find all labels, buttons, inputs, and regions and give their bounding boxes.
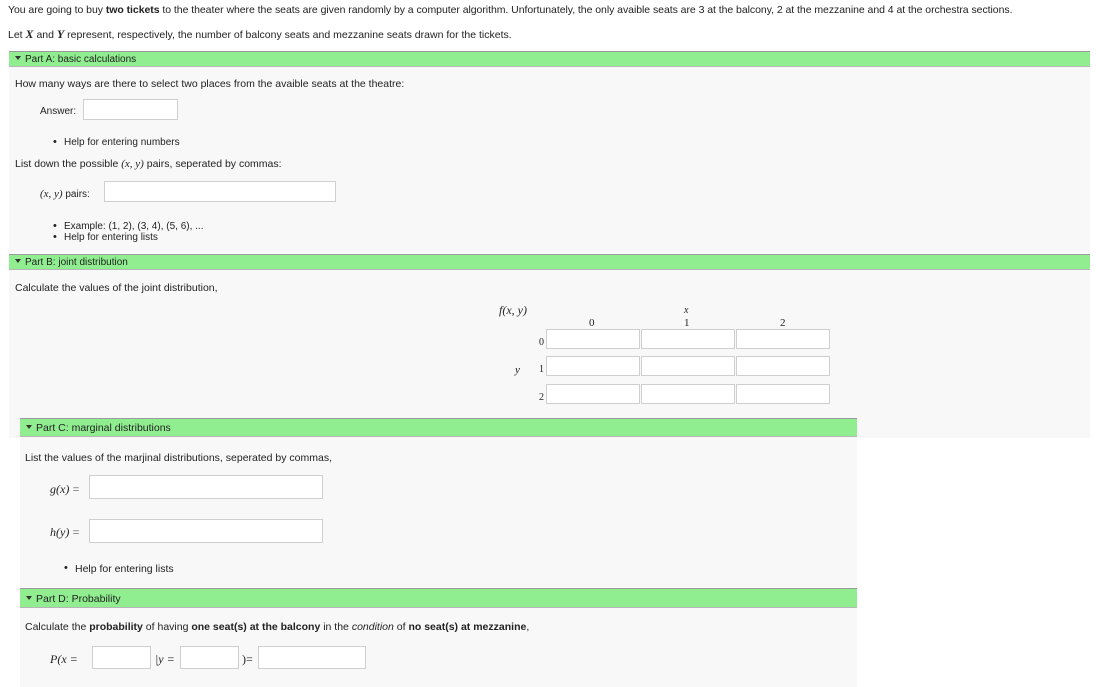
row-header-1: 1 (539, 364, 544, 375)
part-b-header[interactable] (9, 254, 1090, 270)
x-axis-label: x (684, 305, 689, 316)
joint-cell-y1-x1[interactable] (641, 356, 735, 376)
part-b-question: Calculate the values of the joint distribution, (15, 282, 218, 294)
part-d-question (25, 621, 529, 633)
text: of having (142, 621, 192, 633)
gx-label (50, 482, 79, 497)
equals-sign: = (72, 482, 80, 496)
joint-cell-y1-x2[interactable] (736, 356, 830, 376)
intro-line-2 (8, 27, 512, 42)
text: pairs, seperated by commas: (143, 158, 282, 170)
joint-cell-y2-x1[interactable] (641, 384, 735, 404)
math-gx: g(x) (50, 482, 70, 496)
intro-text: to the theater where the seats are given randomly by a computer algorithm. Unfortunately, the only avaible seats are 3 at the balcony, 2 at the mezzanine and 4 at the orchestra sections. (159, 4, 1013, 16)
gx-input[interactable] (89, 475, 323, 499)
example-text: • Example: (1, 2), (3, 4), (5, 6), ... (64, 221, 204, 232)
part-b-title: Part B: joint distribution (25, 257, 128, 268)
math-var-y: Y (56, 27, 65, 41)
help-entering-lists-link[interactable]: • Help for entering lists (64, 232, 158, 243)
intro-text: represent, respectively, the number of balcony seats and mezzanine seats drawn for the tickets. (64, 29, 512, 41)
bold-text: probability (89, 621, 143, 633)
part-d-title: Part D: Probability (36, 593, 121, 605)
col-header-0: 0 (589, 317, 595, 329)
intro-text: and (33, 29, 57, 41)
part-c-title: Part C: marginal distributions (36, 422, 171, 434)
equals-sign: = (72, 525, 80, 539)
part-b-body (9, 270, 1090, 438)
collapse-triangle-icon (15, 259, 21, 263)
prob-answer-input[interactable] (258, 646, 366, 669)
hy-input[interactable] (89, 519, 323, 543)
bold-text: one seat(s) at the balcony (191, 621, 321, 633)
text: in the (320, 621, 352, 633)
prob-x-input[interactable] (92, 646, 151, 669)
pairs-label (40, 188, 90, 200)
help-entering-numbers-link[interactable]: • Help for entering numbers (64, 137, 180, 148)
pairs-input[interactable] (104, 181, 336, 202)
part-c-question: List the values of the marjinal distributions, seperated by commas, (25, 452, 332, 464)
text: pairs: (62, 189, 90, 200)
bold-text: no seat(s) at mezzanine (408, 621, 527, 633)
part-a-title: Part A: basic calculations (25, 54, 137, 65)
part-d-header[interactable] (20, 588, 857, 608)
fxy-label: f(x, y) (499, 303, 527, 317)
joint-cell-y0-x2[interactable] (736, 329, 830, 349)
text: List down the possible (15, 158, 122, 170)
help-entering-lists-link-c[interactable]: • Help for entering lists (75, 563, 174, 575)
list-pairs-question (15, 158, 282, 170)
hy-label (50, 525, 79, 540)
answer-input[interactable] (83, 99, 178, 120)
intro-line-1 (8, 4, 1012, 16)
text: of (393, 621, 409, 633)
joint-cell-y0-x1[interactable] (641, 329, 735, 349)
math-xy: (x, y) (40, 188, 63, 200)
intro-bold-text: two tickets (105, 4, 160, 16)
math-var-x: X (25, 27, 34, 41)
text: , (526, 621, 530, 633)
intro-text: You are going to buy (8, 4, 106, 16)
row-header-2: 2 (539, 392, 544, 403)
italic-text: condition (351, 621, 394, 633)
joint-cell-y2-x0[interactable] (546, 384, 640, 404)
y-axis-label: y (515, 364, 520, 376)
row-header-0: 0 (539, 337, 544, 348)
col-header-2: 2 (780, 317, 786, 329)
prob-given: |y = (155, 652, 175, 666)
prob-open: P(x = (50, 652, 78, 666)
part-a-question: How many ways are there to select two places from the avaible seats at the theatre: (15, 78, 405, 90)
joint-cell-y1-x0[interactable] (546, 356, 640, 376)
joint-cell-y2-x2[interactable] (736, 384, 830, 404)
joint-cell-y0-x0[interactable] (546, 329, 640, 349)
prob-close: )= (242, 652, 253, 666)
collapse-triangle-icon (26, 596, 32, 600)
part-a-header[interactable] (9, 51, 1090, 67)
math-xy: (x, y) (121, 158, 144, 170)
collapse-triangle-icon (26, 425, 32, 429)
intro-text: Let (8, 29, 26, 41)
part-c-header[interactable] (20, 418, 857, 437)
answer-label: Answer: (40, 106, 77, 117)
collapse-triangle-icon (15, 56, 21, 60)
math-hy: h(y) (50, 525, 70, 539)
text: Calculate the (25, 621, 90, 633)
col-header-1: 1 (684, 317, 690, 329)
prob-y-input[interactable] (180, 646, 239, 669)
